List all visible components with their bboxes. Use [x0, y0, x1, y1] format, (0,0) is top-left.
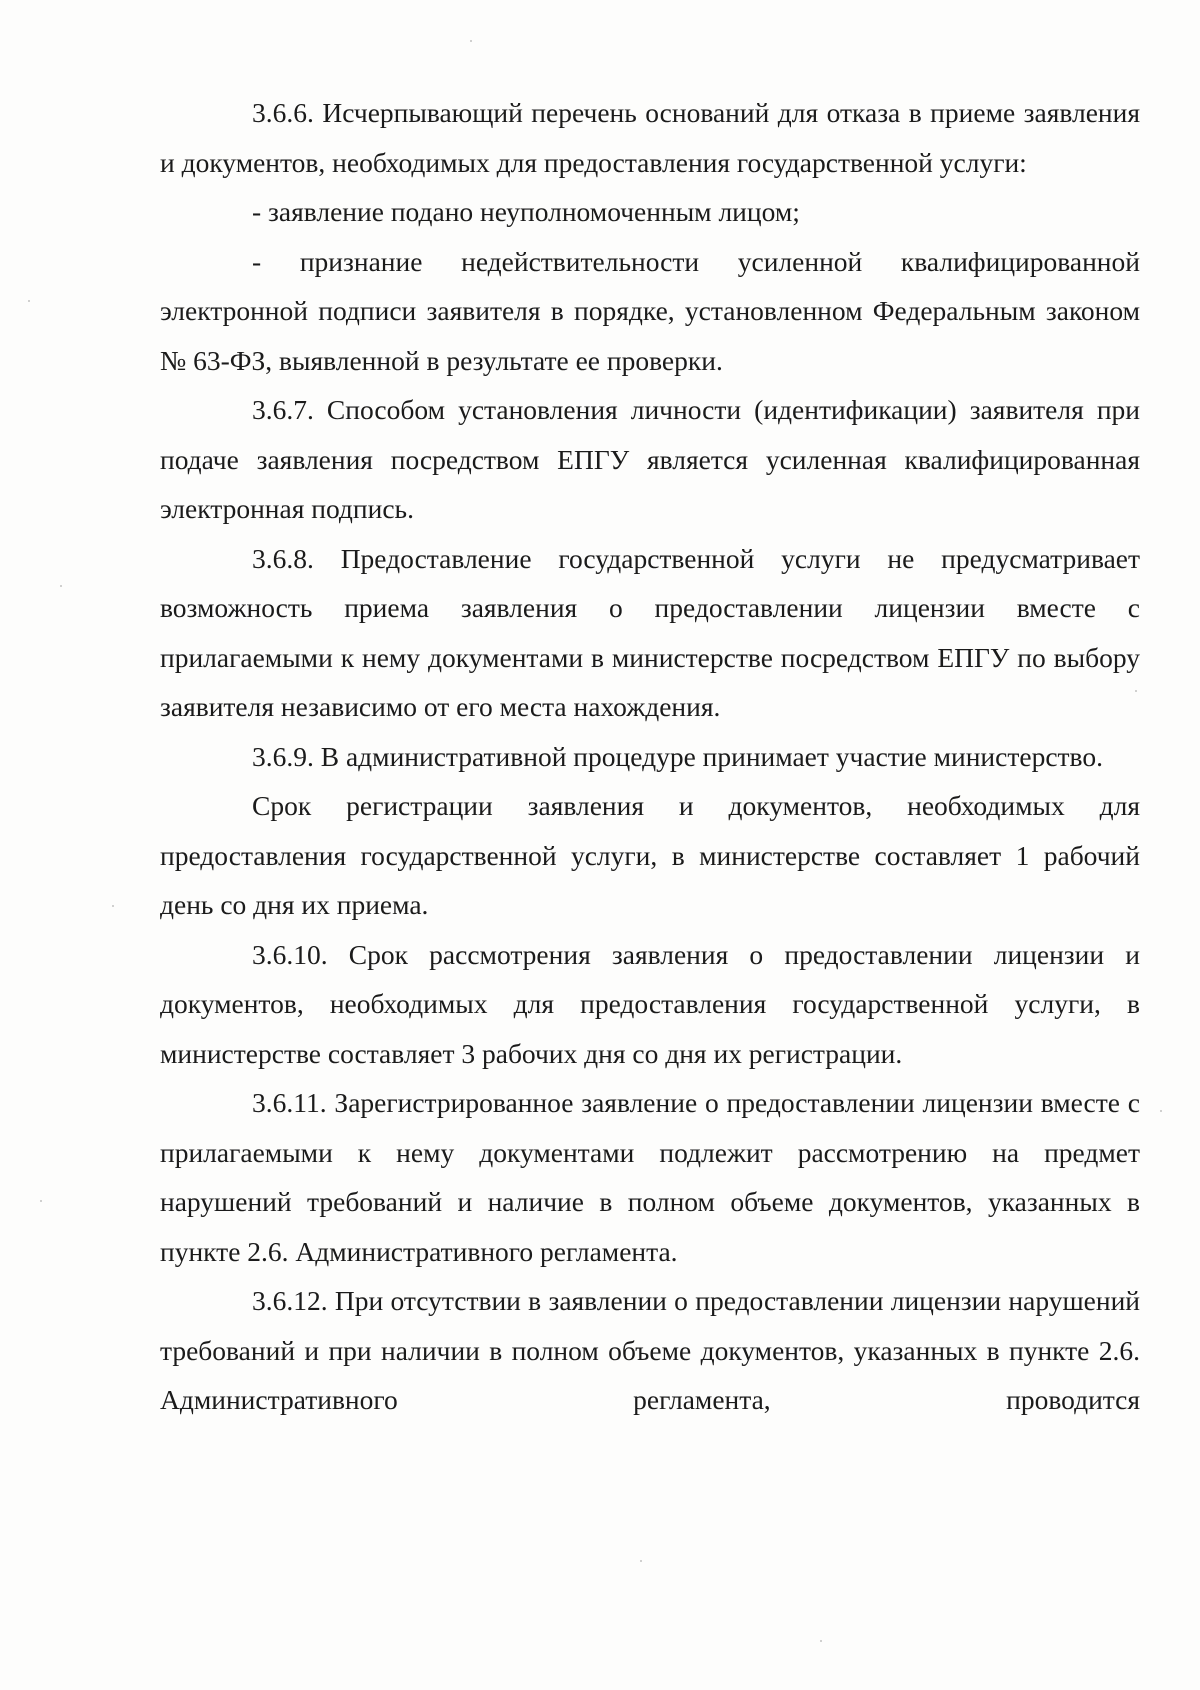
scan-speck [1135, 690, 1137, 692]
paragraph-3-6-7: 3.6.7. Способом установления личности (идентификации) заявителя при подаче заявления посредством ЕПГУ является усиленная квалифицированная электронная подпись. [160, 394, 1140, 524]
list-item-unauthorized-person: - заявление подано неуполномоченным лицом; [252, 196, 800, 227]
paragraph-3-6-6: 3.6.6. Исчерпывающий перечень оснований для отказа в приеме заявления и документов, необходимых для предоставления государственной услуги: [160, 97, 1140, 178]
scan-speck [60, 585, 62, 587]
paragraph-3-6-11: 3.6.11. Зарегистрированное заявление о предоставлении лицензии вместе с прилагаемыми к нему документами подлежит рассмотрению на предмет нарушений требований и наличие в полном объеме документов, указанных в пункте 2.6. Административного регламента. [160, 1087, 1140, 1267]
scan-speck [820, 1640, 822, 1642]
paragraph-3-6-12: 3.6.12. При отсутствии в заявлении о предоставлении лицензии нарушений требований и при наличии в полном объеме документов, указанных в пункте 2.6. Административного регламента, проводится [160, 1285, 1140, 1415]
paragraph-registration-term: Срок регистрации заявления и документов, необходимых для предоставления государственной услуги, в министерстве составляет 1 рабочий день со дня их приема. [160, 790, 1140, 920]
scan-speck [640, 1560, 642, 1562]
paragraph-3-6-10: 3.6.10. Срок рассмотрения заявления о предоставлении лицензии и документов, необходимых для предоставления государственной услуги, в министерстве составляет 3 рабочих дня со дня их регистрации. [160, 938, 1140, 1069]
scan-speck [112, 905, 114, 907]
document-body [160, 88, 1140, 1425]
scan-speck [470, 40, 472, 42]
scan-speck [28, 300, 30, 302]
list-item-invalid-signature: - признание недействительности усиленной квалифицированной электронной подписи заявителя в порядке, установленном Федеральным законом № 63-ФЗ, выявленной в результате ее проверки. [160, 245, 1140, 376]
scan-speck [40, 1200, 42, 1202]
paragraph-3-6-8: 3.6.8. Предоставление государственной услуги не предусматривает возможность приема заявления о предоставлении лицензии вместе с прилагаемыми к нему документами в министерстве посредством ЕПГУ по выбору заявителя независимо от его места нахождения. [160, 542, 1140, 722]
scan-speck [1160, 1110, 1162, 1112]
paragraph-3-6-9: 3.6.9. В административной процедуре принимает участие министерство. [252, 740, 1103, 772]
